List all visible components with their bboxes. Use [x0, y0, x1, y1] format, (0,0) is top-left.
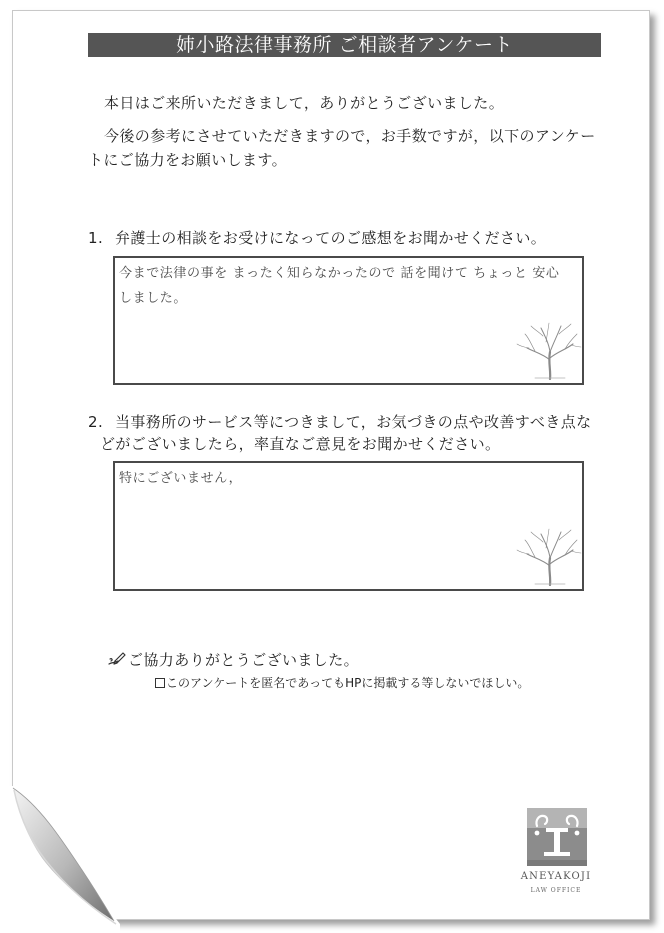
intro-request-line-1: 今後の参考にさせていただきますので，お手数ですが，以下のアンケー [104, 127, 596, 145]
question-1-answer-box [113, 256, 584, 385]
pen-writing-icon [107, 650, 126, 667]
tree-icon [515, 526, 583, 586]
intro-request-line-2: トにご協力をお願いします。 [88, 151, 288, 169]
question-2-text-line-1: 当事務所のサービス等につきまして，お気づきの点や改善すべき点な [115, 413, 592, 431]
logo-name: ANEYAKOJI [520, 871, 592, 882]
aneyakoji-crest-icon [527, 808, 587, 866]
question-2-number: 2. [88, 413, 104, 431]
question-1-text: 弁護士の相談をお受けになってのご感想をお聞かせください。 [115, 229, 547, 247]
logo-subtitle: LAW OFFICE [530, 887, 582, 894]
question-1-number: 1. [88, 229, 104, 247]
consent-checkbox[interactable] [155, 678, 165, 688]
question-2-answer-box [113, 461, 584, 591]
question-1-answer-line-2: しました。 [119, 291, 188, 306]
survey-title: 姉小路法律事務所 ご相談者アンケート [88, 33, 601, 57]
tree-icon [515, 320, 583, 380]
intro-greeting: 本日はご来所いただきまして，ありがとうございました。 [104, 94, 505, 112]
question-2-answer-line-1: 特にございません， [119, 471, 243, 486]
question-1-answer-line-1: 今まで法律の事を まったく知らなかったので 話を聞けて ちょっと 安心 [119, 266, 560, 281]
closing-thanks: ご協力ありがとうございました。 [128, 651, 360, 669]
consent-label: このアンケートを匿名であってもHPに掲載する等しないでほしい。 [166, 676, 530, 690]
question-2-text-line-2: どがございましたら，率直なご意見をお聞かせください。 [100, 435, 501, 453]
